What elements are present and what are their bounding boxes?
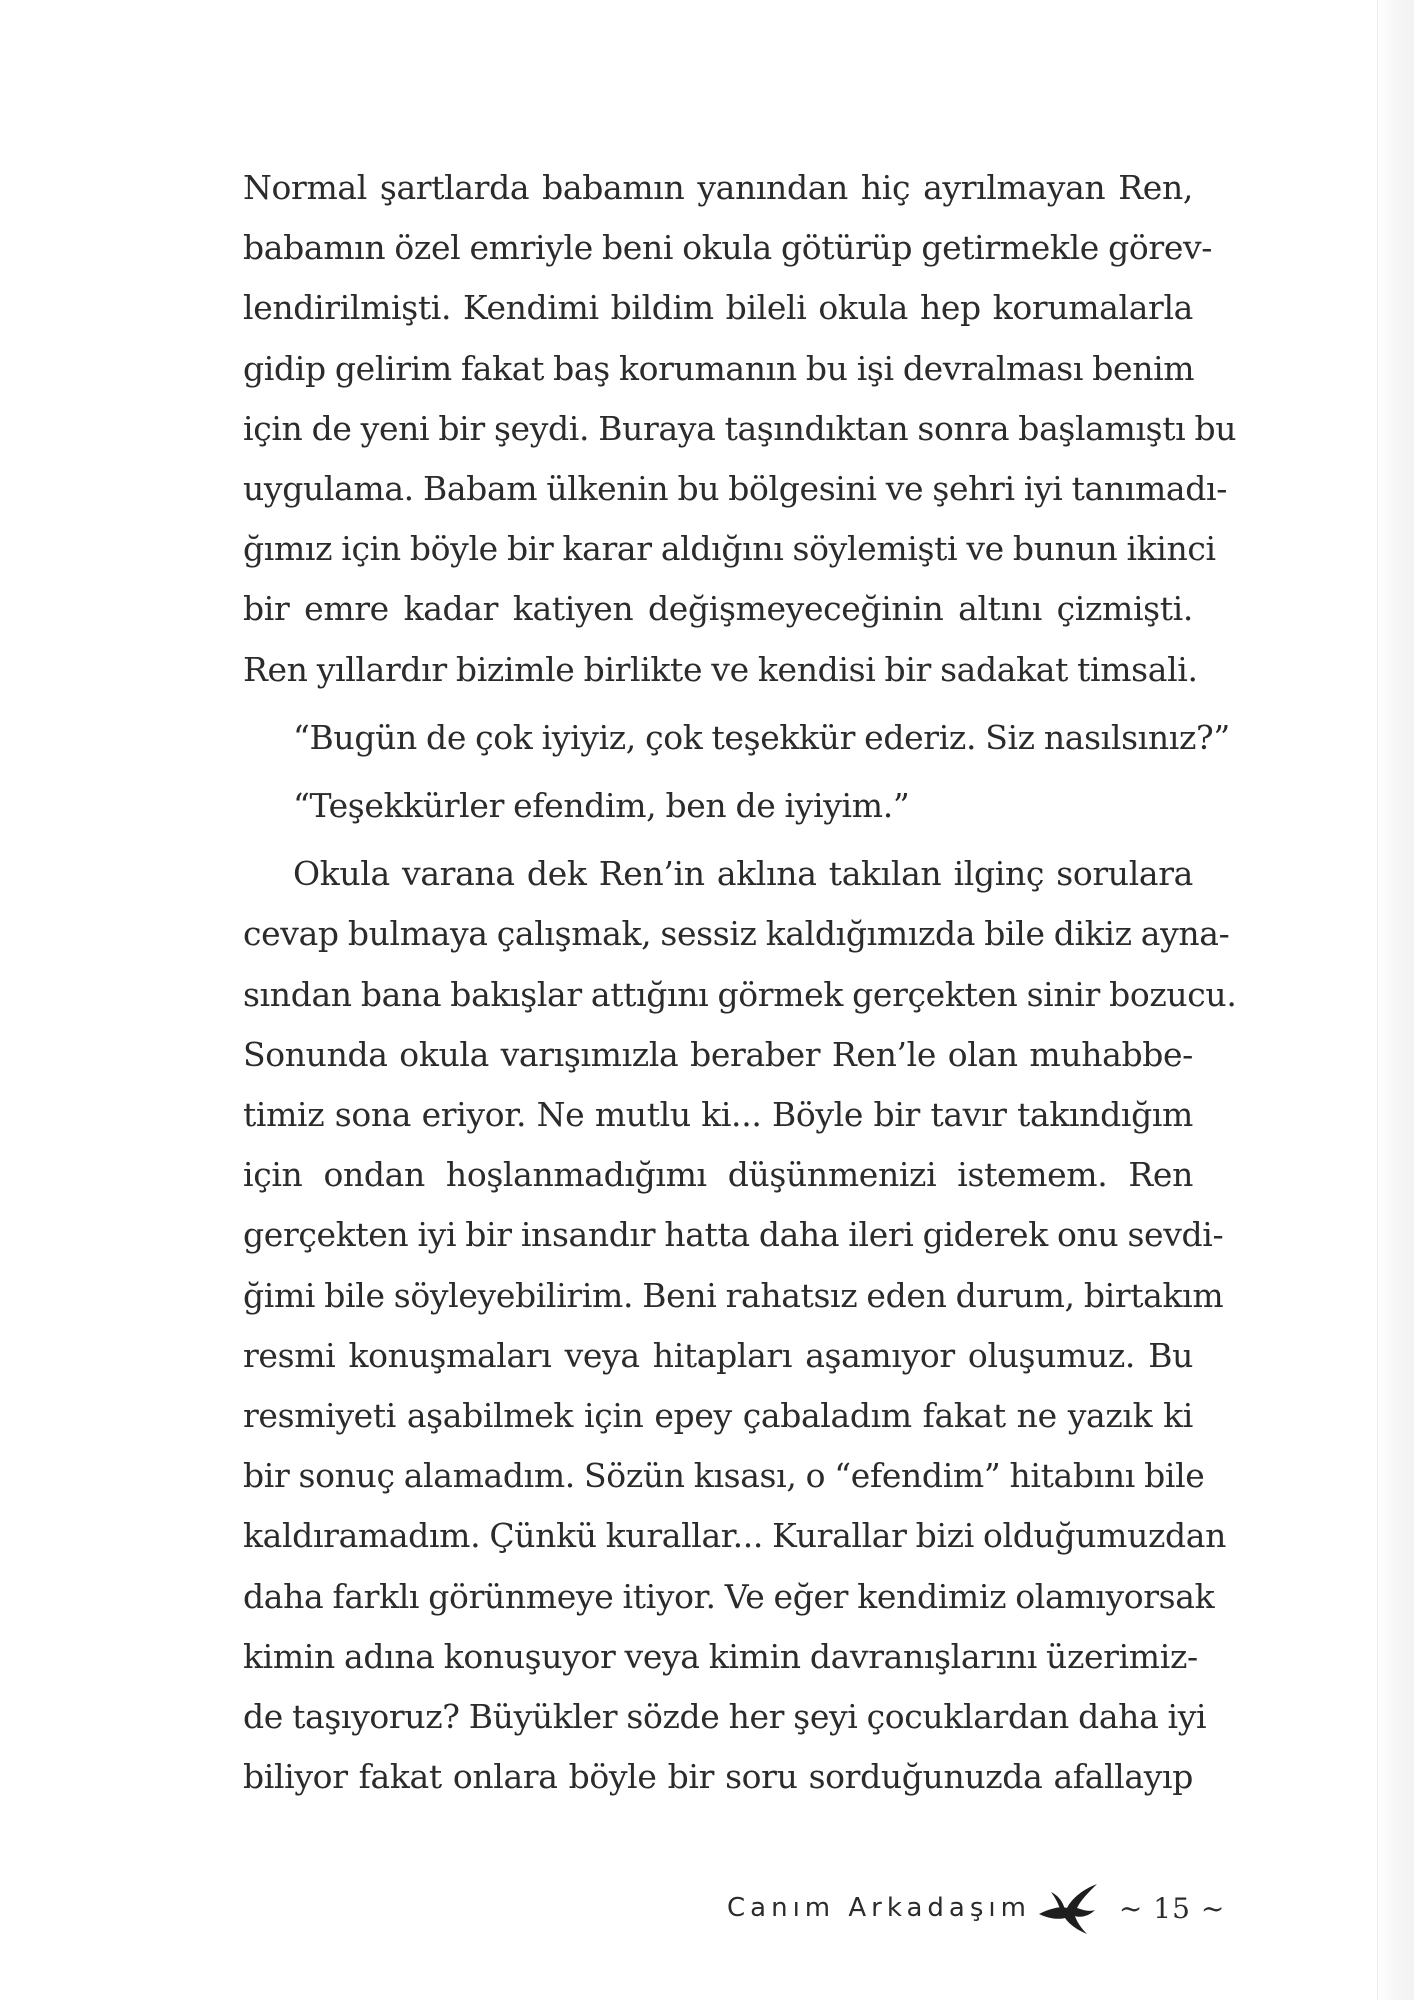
text-line: Okula varana dek Ren’in aklına takılan ilginç sorulara [293,854,1193,894]
text-line: Normal şartlarda babamın yanından hiç ayrılmayan Ren, [243,168,1193,207]
text-line: resmiyeti aşabilmek için epey çabaladım fakat ne yazık ki [243,1396,1193,1436]
text-line: kaldıramadım. Çünkü kurallar... Kurallar bizi olduğumuzdan [243,1516,1227,1556]
dialogue-2 [243,776,1193,836]
text-line: bir sonuç alamadım. Sözün kısası, o “efendim” hitabını bile [243,1456,1205,1496]
text-line: ğımız için böyle bir karar aldığını söylemişti ve bunun ikinci [243,529,1216,569]
text-line: lendirilmişti. Kendimi bildim bileli okula hep korumalarla [243,288,1193,328]
text-line: daha farklı görünmeye itiyor. Ve eğer kendimiz olamıyorsak [243,1576,1215,1616]
text-line: uygulama. Babam ülkenin bu bölgesini ve şehri iyi tanımadı- [243,469,1228,509]
text-line: biliyor fakat onlara böyle bir soru sorduğunuzda afallayıp [243,1757,1193,1797]
text-line: de taşıyoruz? Büyükler sözde her şeyi çocuklardan daha iyi [243,1697,1207,1737]
book-title: Canım Arkadaşım [727,1893,1031,1923]
text-line: cevap bulmaya çalışmak, sessiz kaldığımızda bile dikiz ayna- [243,914,1230,954]
text-line: Sonunda okula varışımızla beraber Ren’le olan muhabbe- [243,1034,1193,1074]
text-line: sından bana bakışlar attığını görmek gerçekten sinir bozucu. [243,974,1237,1014]
swallow-bird-icon [1037,1880,1101,1936]
text-line: babamın özel emriyle beni okula götürüp getirmekle görev- [243,228,1213,268]
dialogue-1 [243,708,1230,768]
page-footer [727,1880,1225,1936]
page-edge-shadow [1377,0,1414,2000]
text-line: gerçekten iyi bir insandır hatta daha ileri giderek onu sevdi- [243,1215,1224,1255]
text-line: Ren yıllardır bizimle birlikte ve kendisi bir sadakat timsali. [243,649,1198,689]
page-number: ~ 15 ~ [1118,1891,1226,1925]
text-line: için ondan hoşlanmadığımı düşünmenizi istemem. Ren [243,1155,1193,1195]
text-line: için de yeni bir şeydi. Buraya taşındıktan sonra başlamıştı bu [243,408,1237,448]
paragraph-1 [243,158,1237,700]
text-line: bir emre kadar katiyen değişmeyeceğinin altını çizmişti. [243,589,1193,629]
text-line: kimin adına konuşuyor veya kimin davranışlarını üzerimiz- [243,1636,1198,1676]
text-line: ğimi bile söyleyebilirim. Beni rahatsız eden durum, birtakım [243,1275,1224,1315]
text-line: “Teşekkürler efendim, ben de iyiyim.” [293,786,910,826]
text-line: “Bugün de çok iyiyiz, çok teşekkür ederiz. Siz nasılsınız?” [293,717,1230,757]
text-line: resmi konuşmaları veya hitapları aşamıyor oluşumuz. Bu [243,1335,1193,1375]
paragraph-2 [243,844,1237,1807]
text-line: gidip gelirim fakat baş korumanın bu işi devralması benim [243,348,1195,388]
body-text [243,158,1237,1807]
text-line: timiz sona eriyor. Ne mutlu ki... Böyle bir tavır takındığım [243,1095,1193,1135]
